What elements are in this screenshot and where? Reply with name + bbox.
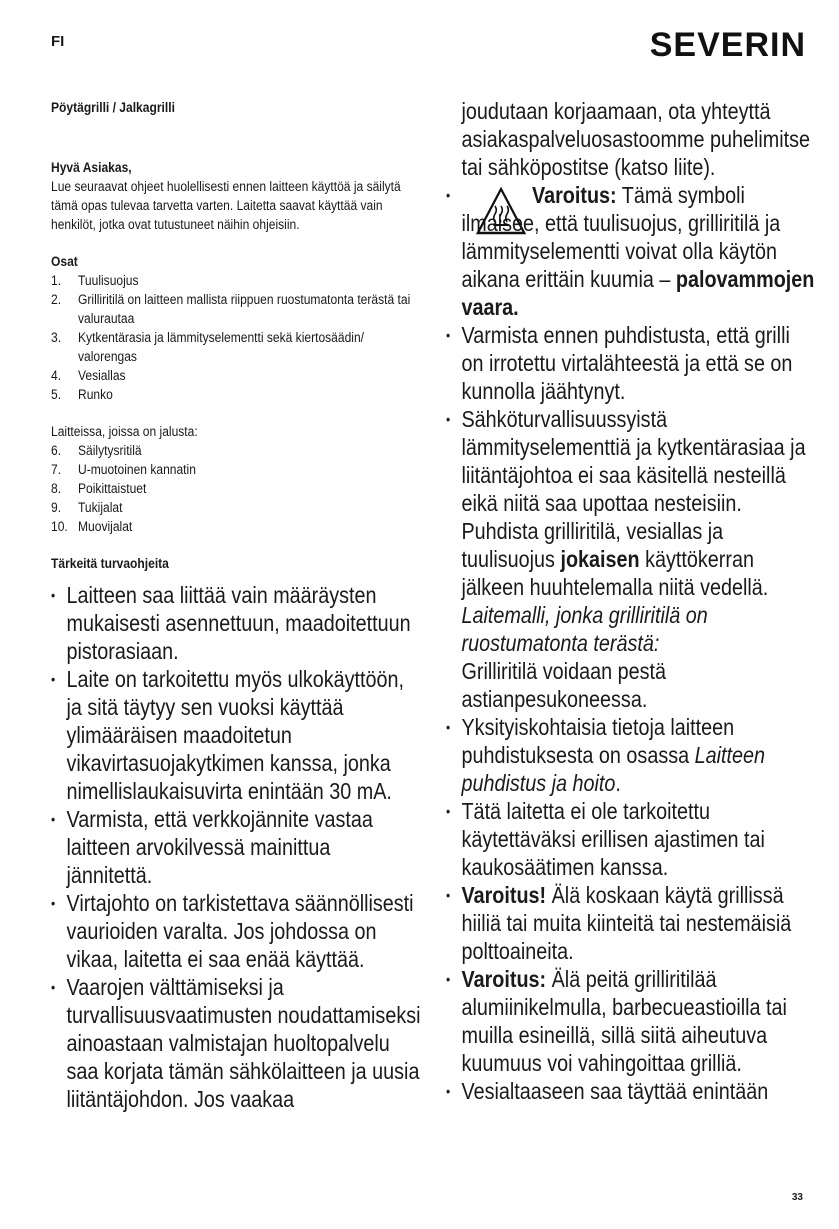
right-list [446,181,816,1105]
greeting: Hyvä Asiakas, [51,160,132,175]
list-item: • Yksityiskohtaisia tietoja laitteen puhdistuksesta on osassa Laitteen puhdistus ja hoito. [446,714,765,796]
stand-intro: Laitteissa, joissa on jalusta: [51,424,198,439]
list-item: • Vaarojen välttämiseksi ja turvallisuusvaatimusten noudattamiseksi ainoastaan valmistajan huoltopalvelu saa korjata tämän sähkölaitteen ja uusia liitäntäjohdon. Jos vaakaa [51,974,421,1112]
list-item: 2. Grilliritilä on laitteen mallista riippuen ruostumatonta terästä tai valurautaa [51,292,411,326]
list-item: 5. Runko [51,387,113,402]
list-item: • Varoitus! Älä koskaan käytä grillissä hiiliä tai muita kiinteitä tai nestemäisiä polttoaineita. [446,882,792,964]
language-code: FI [51,33,65,50]
list-item: • Varmista ennen puhdistusta, että grilli on irrotettu virtalähteestä ja että se on kunnolla jäähtynyt. [446,322,793,404]
page-title: Pöytägrilli / Jalkagrilli [51,100,175,115]
parts-heading: Osat [51,254,78,269]
list-item: 6. Säilytysritilä [51,443,142,458]
right-column [446,97,816,1105]
left-column [51,98,421,1113]
list-item: • Vesialtaaseen saa täyttää enintään [446,1078,769,1104]
right-text [446,97,816,1105]
parts-list [51,271,420,404]
list-item: • Varmista, että verkkojännite vastaa laitteen arvokilvessä mainittua jännitettä. [51,806,373,888]
left-small-text [51,98,420,573]
list-item: 8. Poikittaistuet [51,481,147,496]
list-item: 9. Tukijalat [51,500,123,515]
list-item: • Laite on tarkoitettu myös ulkokäyttöön, ja sitä täytyy sen vuoksi käyttää ylimääräisen maadoitetun vikavirtasuojakytkimen kanssa, jonka nimellislaukaisuvirta enintään 30 mA. [51,666,405,804]
brand-logo: SEVERIN [649,26,806,64]
list-item: 10. Muovijalat [51,519,133,534]
list-item: • Sähköturvallisuussyistä lämmityselementtiä ja kytkentärasiaa ja liitäntäjohtoa ei saa käsitellä nesteillä eikä niitä saa upottaa nesteisiin. Puhdista grilliritilä, vesiallas ja tuulisuojus jokaisen käyttökerran jälkeen huuhtelemalla niitä vedellä. Laitemalli, jonka grilliritilä on ruostumatonta terästä: Grilliritilä voidaan pestä astianpesukoneessa. [446,406,806,712]
continuation-text: joudutaan korjaamaan, ota yhteyttä asiakaspalveluosastoomme puhelimitse tai sähköpostitse (katso liite). [461,98,811,180]
list-item: 1. Tuulisuojus [51,273,139,288]
list-item: • Tätä laitetta ei ole tarkoitettu käytettäväksi erillisen ajastimen tai kaukosäätimen kanssa. [446,798,765,880]
safety-heading: Tärkeitä turvaohjeita [51,556,169,571]
list-item: • Virtajohto on tarkistettava säännöllisesti vaurioiden varalta. Jos johdossa on vikaa, laitetta ei saa enää käyttää. [51,890,414,972]
intro-paragraph: Lue seuraavat ohjeet huolellisesti ennen laitteen käyttöä ja säilytä tämä opas tulevaa tarvetta varten. Laitetta saavat käyttää vain henkilöt, jotka ovat tutustuneet näihin ohjeisiin. [51,179,401,232]
safety-block [51,581,421,1113]
list-item: 4. Vesiallas [51,368,126,383]
list-item: 3. Kytkentärasia ja lämmityselementti sekä kiertosäädin/ valorengas [51,330,365,364]
page-number: 33 [791,1192,803,1203]
list-item: 7. U-muotoinen kannatin [51,462,196,477]
list-item: • Laitteen saa liittää vain määräysten mukaisesti asennettuun, maadoitettuun pistorasiaan. [51,582,411,664]
safety-list [51,581,421,1113]
stand-parts-list [51,441,420,536]
list-item: • Varoitus: Tämä symboli ilmaisee, että tuulisuojus, grilliritilä ja lämmityselementti voivat olla käytön aikana erittäin kuumia – palovammojen vaara. [446,182,815,320]
warning-label: Varoitus: [532,182,617,208]
hot-surface-warning-icon [476,187,526,235]
list-item: • Varoitus: Älä peitä grilliritilää alumiinikelmulla, barbecueastioilla tai muilla esineillä, sillä siitä aiheutuva kuumuus voi vahingoittaa grilliä. [446,966,787,1076]
